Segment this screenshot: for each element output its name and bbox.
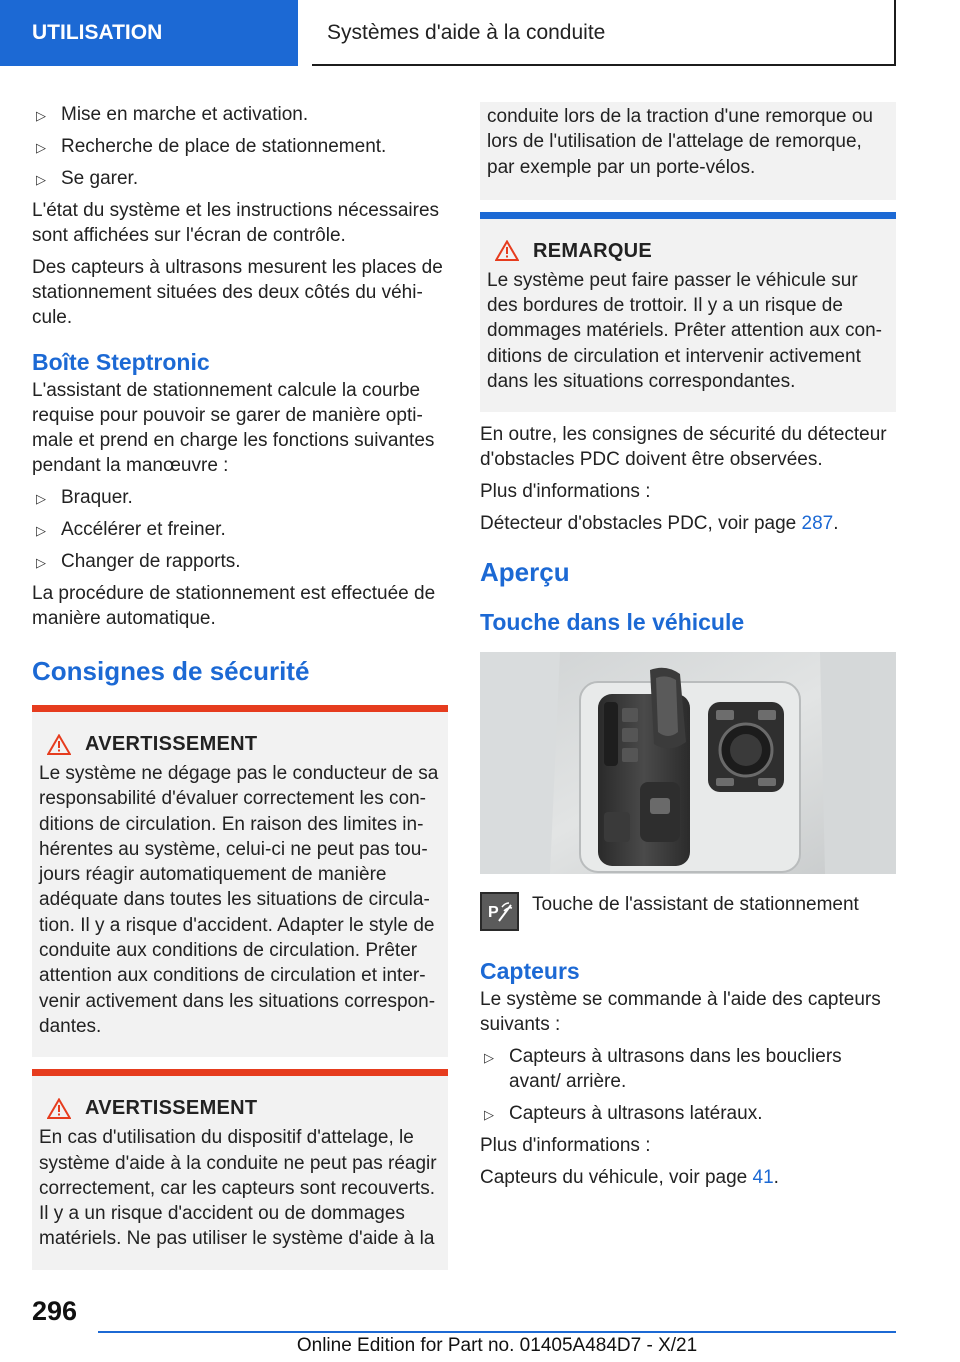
page-link-287[interactable]: 287 (801, 513, 834, 535)
note-box (480, 212, 896, 412)
parking-assistant-button-icon (480, 892, 519, 931)
warning-text: Le système ne dégage pas le conducteur de sa responsabilité d'évaluer correctement les con‐ ditions de circulation. En raison des limites in‐ hérentes au système, celui-ci ne peut pas tou‐ jours réagir automatiquement de manière adéquate dans toutes les situations de circula‐ tion. Il y a risque d'accident. Adapter le style de conduite aux conditions de circulation. Prêter attention aux conditions de circulation et inter‐ venir activement dans les situations correspon‐ dantes. (39, 763, 439, 1037)
triangle-bullet-icon: ▷ (36, 108, 46, 123)
warning-title: AVERTISSEMENT (39, 1095, 440, 1121)
heading-sensors: Capteurs (480, 958, 580, 985)
list-item: ▷ Capteurs à ultrasons dans les boucliers avant/ arrière. (484, 1046, 842, 1093)
heading-steptronic: Boîte Steptronic (32, 349, 210, 375)
paragraph: L'assistant de stationnement calcule la courbe requise pour pouvoir se garer de manière opti‐ male et prend en charge les fonctions suivantes pendant la manœuvre : (32, 380, 435, 476)
list-item: ▷ Changer de rapports. (32, 549, 448, 574)
triangle-bullet-icon: ▷ (36, 523, 46, 538)
heading-button: Touche dans le véhicule (480, 609, 745, 636)
paragraph: Plus d'informations : (480, 481, 651, 503)
caution-triangle-icon (495, 240, 519, 261)
list-item: ▷ Mise en marche et activation. (32, 102, 448, 127)
warning-box-continued (480, 102, 896, 200)
warning-text: conduite lors de la traction d'une remorque ou lors de l'utilisation de l'attelage de remorque, par exemple par un porte-vélos. (487, 106, 873, 178)
paragraph: Plus d'informations : (480, 1135, 651, 1157)
maneuver-list (32, 485, 448, 574)
section-tab: UTILISATION (0, 0, 298, 66)
heading-safety: Consignes de sécurité (32, 656, 310, 686)
triangle-bullet-icon: ▷ (36, 172, 46, 187)
heading-overview: Aperçu (480, 557, 570, 588)
triangle-bullet-icon: ▷ (484, 1050, 494, 1066)
paragraph: La procédure de stationnement est effectuée de manière automatique. (32, 583, 436, 629)
left-column (32, 102, 448, 1270)
paragraph: Des capteurs à ultrasons mesurent les places de stationnement situées des deux côtés du véhi‐ cule. (32, 257, 443, 328)
list-item: ▷ Capteurs à ultrasons latéraux. (480, 1101, 896, 1126)
warning-triangle-icon (47, 734, 71, 755)
svg-text:P: P (487, 903, 499, 921)
triangle-bullet-icon: ▷ (36, 491, 46, 506)
list-item: ▷ Recherche de place de stationnement. (32, 134, 448, 159)
triangle-bullet-icon: ▷ (484, 1107, 494, 1123)
center-console-photo (480, 652, 896, 874)
right-column (480, 102, 896, 1197)
warning-box (32, 705, 448, 1057)
cross-reference: Capteurs du véhicule, voir page 41. (480, 1167, 779, 1189)
footer-rule (98, 1331, 896, 1333)
warning-triangle-icon (47, 1098, 71, 1119)
note-title: REMARQUE (487, 238, 888, 264)
note-text: Le système peut faire passer le véhicule sur des bordures de trottoir. Il y a un risque de dommages matériels. Prêter attention aux con‐ ditions de circulation et intervenir activement dans les situations correspondantes. (487, 269, 882, 393)
warning-box (32, 1069, 448, 1269)
chapter-title: Systèmes d'aide à la conduite (312, 0, 896, 66)
paragraph: Le système se commande à l'aide des capteurs suivants : (480, 989, 881, 1036)
list-item: ▷ Se garer. (32, 166, 448, 191)
list-item: ▷ Braquer. (32, 485, 448, 510)
figure-caption (480, 892, 896, 931)
warning-title: AVERTISSEMENT (39, 731, 440, 757)
page-link-41[interactable]: 41 (752, 1167, 774, 1189)
triangle-bullet-icon: ▷ (36, 555, 46, 570)
page-number: 296 (32, 1296, 78, 1326)
sensor-list (480, 1044, 896, 1126)
warning-text: En cas d'utilisation du dispositif d'attelage, le système d'aide à la conduite ne peut pas réagir correctement, car les capteurs sont recouverts. Il y a un risque d'accident ou de dommages matériels. Ne pas utiliser le système d'aide à la (39, 1127, 437, 1250)
cross-reference: Détecteur d'obstacles PDC, voir page 287. (480, 513, 839, 535)
page-header (0, 0, 960, 66)
list-item: ▷ Accélérer et freiner. (32, 517, 448, 542)
edition-note: Online Edition for Part no. 01405A484D7 - X/21 (296, 1335, 698, 1356)
paragraph: En outre, les consignes de sécurité du détecteur d'obstacles PDC doivent être observées. (480, 424, 887, 471)
paragraph: L'état du système et les instructions nécessaires sont affichées sur l'écran de contrôle. (32, 200, 440, 246)
function-list (32, 102, 448, 191)
caption-text: Touche de l'assistant de stationnement (532, 894, 859, 916)
triangle-bullet-icon: ▷ (36, 140, 46, 155)
